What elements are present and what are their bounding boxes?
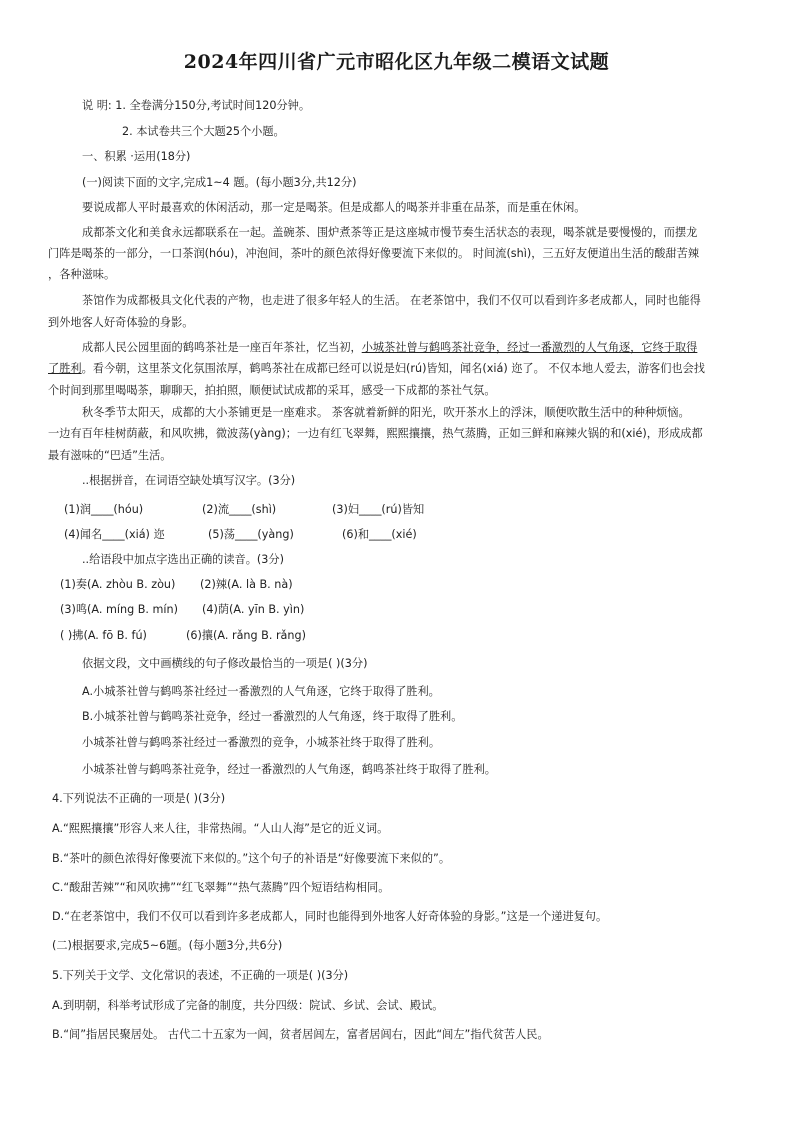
- paragraph-2-line-1: 成都茶文化和美食永远都联系在一起。盖碗茶、围炉煮茶等正是这座城市慢节奏生活状态的表现，喝茶就是要慢慢的，而摆龙: [82, 226, 698, 239]
- paragraph-4-line-1: [82, 340, 697, 356]
- q3-option-a: A.小城茶社曾与鹤鸣茶社经过一番激烈的人气角逐，它终于取得了胜利。: [82, 685, 440, 698]
- q2-item-6: (6)攘(A. rǎng B. rǎng): [186, 629, 306, 642]
- note-line-1: 说 明: 1. 全卷满分150分,考试时间120分钟。: [82, 99, 311, 112]
- paragraph-5-line-2: 一边有百年桂树荫蔽，和风吹拂，微波荡(yàng)；一边有红飞翠舞，熙熙攘攘，热气蒸腾，正如三鲜和麻辣火锅的和(xié)，形成成都: [48, 427, 703, 440]
- paragraph-2-line-3: ，各种滋味。: [48, 268, 116, 281]
- underlined-sentence: 小城茶社曾与鹤鸣茶社竞争，经过一番激烈的人气角逐，它终于取得: [361, 341, 698, 354]
- question-1-stem: ..根据拼音，在词语空缺处填写汉字。(3分): [82, 474, 296, 487]
- underlined-sentence-end: 了胜利: [48, 362, 82, 375]
- part2-heading: (二)根据要求,完成5~6题。(每小题3分,共6分): [52, 939, 283, 952]
- q2-item-1: (1)奏(A. zhòu B. zòu): [60, 578, 176, 591]
- paragraph-5-line-3: 最有滋味的“巴适”生活。: [48, 449, 172, 462]
- note-line-2: 2. 本试卷共三个大题25个小题。: [122, 125, 285, 138]
- paragraph-3-line-1: 茶馆作为成都极具文化代表的产物，也走进了很多年轻人的生活。 在老茶馆中，我们不仅可以看到许多老成都人，同时也能得: [82, 294, 701, 307]
- paragraph-4-line-2: [48, 361, 705, 377]
- q2-item-3: (3)鸣(A. míng B. mín): [60, 603, 178, 616]
- q3-option-b: B.小城茶社曾与鹤鸣茶社竞争，经过一番激烈的人气角逐，终于取得了胜利。: [82, 710, 463, 723]
- q5-option-a: A.到明朝，科举考试形成了完备的制度，共分四级：院试、乡试、会试、殿试。: [52, 999, 444, 1012]
- q2-item-4: (4)荫(A. yīn B. yìn): [202, 603, 305, 616]
- q1-item-3: (3)妇____(rú)皆知: [332, 503, 425, 516]
- q4-option-d: D.“在老茶馆中，我们不仅可以看到许多老成都人，同时也能得到外地客人好奇体验的身影。”这是一个递进复句。: [52, 910, 608, 923]
- paragraph-4-text: 成都人民公园里面的鹤鸣茶社是一座百年茶社，忆当初，: [82, 341, 362, 354]
- paragraph-4-text: 。看今朝，这里茶文化氛围浓厚，鹤鸣茶社在成都已经可以说是妇(rú)皆知，闻名(xiá) 迩了。 不仅本地人爱去，游客们也会找: [81, 362, 705, 375]
- q1-item-1: (1)润____(hóu): [64, 503, 144, 516]
- q4-option-c: C.“酸甜苦辣”“和风吹拂”“红飞翠舞”“热气蒸腾”四个短语结构相同。: [52, 881, 390, 894]
- exam-title: 2024年四川省广元市昭化区九年级二模语文试题: [183, 51, 610, 73]
- q3-option-c: 小城茶社曾与鹤鸣茶社经过一番激烈的竞争，小城茶社终于取得了胜利。: [82, 736, 441, 749]
- question-2-stem: ..给语段中加点字选出正确的读音。(3分): [82, 553, 284, 566]
- question-3-stem: 依据文段，文中画横线的句子修改最恰当的一项是( )(3分): [82, 657, 368, 670]
- q1-item-2: (2)流____(shì): [202, 503, 277, 516]
- q3-option-d: 小城茶社曾与鹤鸣茶社竞争，经过一番激烈的人气角逐，鹤鸣茶社终于取得了胜利。: [82, 763, 496, 776]
- q2-item-2: (2)辣(A. là B. nà): [200, 578, 293, 591]
- q5-option-b: B.“闾”指居民聚居处。 古代二十五家为一闾，贫者居闾左，富者居闾右，因此“闾左”指代贫苦人民。: [52, 1028, 549, 1041]
- paragraph-2-line-2: 门阵是喝茶的一部分，一口茶润(hóu)，冲泡间，茶叶的颜色浓得好像要流下来似的。 时间流(shì)，三五好友便道出生活的酸甜苦辣: [48, 247, 700, 260]
- q1-item-4: (4)闻名____(xiá) 迩: [64, 528, 165, 541]
- paragraph-1: 要说成都人平时最喜欢的休闲活动，那一定是喝茶。但是成都人的喝茶并非重在品茶，而是重在休闲。: [82, 201, 586, 214]
- q2-item-5: ( )拂(A. fō B. fú): [60, 629, 147, 642]
- question-4-stem: 4.下列说法不正确的一项是( )(3分): [52, 792, 226, 805]
- q1-item-6: (6)和____(xié): [342, 528, 417, 541]
- q4-option-b: B.“茶叶的颜色浓得好像要流下来似的。”这个句子的补语是“好像要流下来似的”。: [52, 852, 451, 865]
- paragraph-4-line-3: 个时间到那里喝喝茶，聊聊天，拍拍照，顺便试试成都的采耳，感受一下成都的茶社气氛。: [48, 384, 496, 397]
- question-5-stem: 5.下列关于文学、文化常识的表述，不正确的一项是( )(3分): [52, 969, 349, 982]
- part1-heading: (一)阅读下面的文字,完成1~4 题。(每小题3分,共12分): [82, 176, 357, 189]
- section-heading: 一、积累 ·运用(18分): [82, 150, 191, 163]
- q4-option-a: A.“熙熙攘攘”形容人来人往，非常热闹。“人山人海”是它的近义词。: [52, 822, 389, 835]
- q1-item-5: (5)荡____(yàng): [208, 528, 294, 541]
- paragraph-5-line-1: 秋冬季节太阳天，成都的大小茶铺更是一座难求。 茶客就着新鲜的阳光，吹开茶水上的浮沫，顺便吹散生活中的种种烦恼。: [82, 406, 690, 419]
- paragraph-3-line-2: 到外地客人好奇体验的身影。: [48, 316, 194, 329]
